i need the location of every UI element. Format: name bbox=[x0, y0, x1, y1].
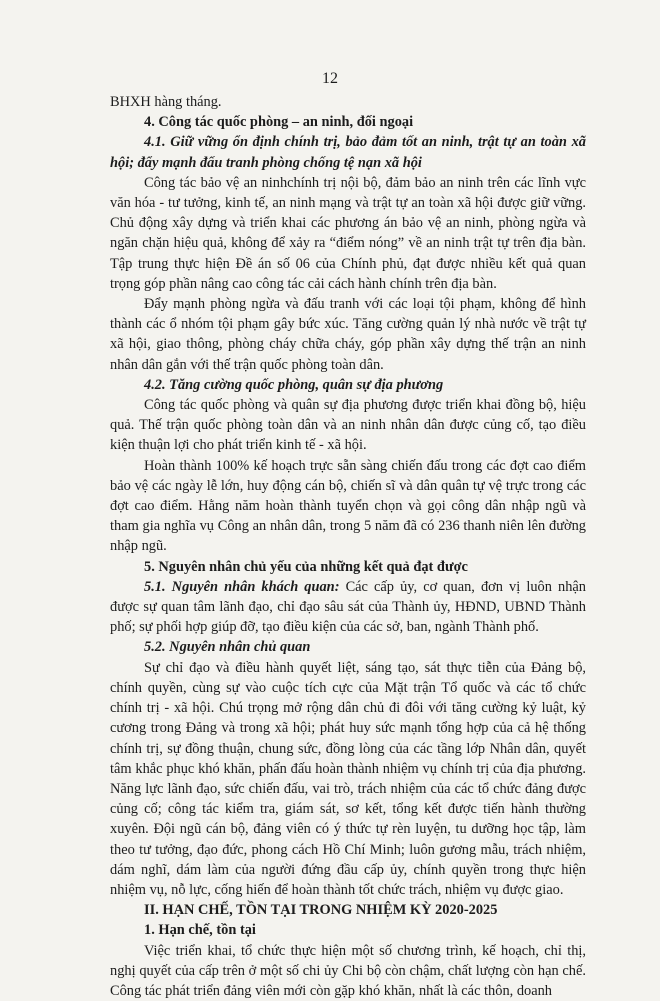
document-body bbox=[110, 92, 586, 1001]
paragraph-continuation: BHXH hàng tháng. bbox=[110, 94, 222, 110]
paragraph-security-2: Đẩy mạnh phòng ngừa và đấu tranh với các loại tội phạm, không để hình thành các ổ nhóm tội phạm gây bức xúc. Tăng cường quản lý nhà nước về trật tự xã hội, giao thông, phòng cháy chữa cháy, góp phần xây dựng thế trận an ninh nhân dân gắn với thế trận quốc phòng toàn dân. bbox=[110, 296, 586, 373]
subsection-heading-4-1: 4.1. Giữ vững ổn định chính trị, bảo đảm tốt an ninh, trật tự an toàn xã hội; đẩy mạnh đấu tranh phòng chống tệ nạn xã hội bbox=[110, 134, 586, 171]
paragraph-limitations: Việc triển khai, tổ chức thực hiện một số chương trình, kế hoạch, chỉ thị, nghị quyết của cấp trên ở một số chi ủy Chi bộ còn chậm, chất lượng còn hạn chế. Công tác phát triển đảng viên mới còn gặp khó khăn, nhất là các thôn, doanh bbox=[110, 942, 586, 999]
section-heading-limitations: 1. Hạn chế, tồn tại bbox=[144, 922, 256, 939]
subsection-lead-5-1: 5.1. Nguyên nhân khách quan: bbox=[144, 578, 340, 595]
page-number: 12 bbox=[322, 70, 338, 87]
paragraph-objective-text: Các cấp ủy, cơ quan, đơn vị luôn nhận được sự quan tâm lãnh đạo, chỉ đạo sâu sát của Thành ủy, HĐND, UBND Thành phố; sự phối hợp giúp đỡ, tạo điều kiện của các sở, ban, ngành Thành phố. bbox=[110, 578, 586, 636]
paragraph-objective-causes bbox=[110, 577, 586, 638]
paragraph-subjective-causes: Sự chỉ đạo và điều hành quyết liệt, sáng tạo, sát thực tiễn của Đảng bộ, chính quyền, cùng sự vào cuộc tích cực của Mặt trận Tổ quốc và các tổ chức chính trị - xã hội. Chú trọng mở rộng dân chủ đi đôi với tăng cường kỷ luật, kỷ cương trong Đảng và trong xã hội; phát huy sức mạnh tổng hợp của cả hệ thống chính trị, sự đồng thuận, chung sức, đồng lòng của các tầng lớp Nhân dân, quyết tâm khắc phục khó khăn, phấn đấu hoàn thành nhiệm vụ chính trị của địa phương. Năng lực lãnh đạo, sức chiến đấu, vai trò, trách nhiệm của các tổ chức đảng được củng cố; công tác kiểm tra, giám sát, sơ kết, tổng kết được tiến hành thường xuyên. Đội ngũ cán bộ, đảng viên có ý thức tự rèn luyện, tu dưỡng học tập, làm theo tư tưởng, đạo đức, phong cách Hồ Chí Minh; luôn gương mẫu, trách nhiệm, dám nghĩ, dám làm của người đứng đầu cấp ủy, chính quyền trong thực hiện nhiệm vụ, nỗ lực, cống hiến để hoàn thành tốt chức trách, nhiệm vụ được giao. bbox=[110, 659, 586, 898]
chapter-heading-ii: II. HẠN CHẾ, TỒN TẠI TRONG NHIỆM KỲ 2020-2025 bbox=[144, 902, 498, 919]
paragraph-defense-1: Công tác quốc phòng và quân sự địa phương được triển khai đồng bộ, hiệu quả. Thế trận quốc phòng toàn dân và an ninh nhân dân được củng cố, tạo điều kiện thuận lợi cho phát triển kinh tế - xã hội. bbox=[110, 397, 586, 454]
subsection-heading-5-2: 5.2. Nguyên nhân chủ quan bbox=[144, 639, 311, 656]
section-heading-5: 5. Nguyên nhân chủ yếu của những kết quả đạt được bbox=[144, 558, 468, 575]
section-heading-4: 4. Công tác quốc phòng – an ninh, đối ngoại bbox=[144, 114, 414, 131]
subsection-heading-4-2: 4.2. Tăng cường quốc phòng, quân sự địa phương bbox=[144, 376, 444, 393]
paragraph-security-1: Công tác bảo vệ an ninhchính trị nội bộ, đảm bảo an ninh trên các lĩnh vực văn hóa - tư tưởng, kinh tế, an ninh mạng và trật tự an toàn xã hội được giữ vững. Chủ động xây dựng và triển khai các phương án bảo vệ an ninh, phòng ngừa và ngăn chặn hiệu quả, không để xảy ra “điểm nóng” về an ninh trật tự trên địa bàn. Tập trung thực hiện Đề án số 06 của Chính phủ, đạt được nhiều kết quả quan trọng góp phần nâng cao công tác cải cách hành chính trên địa bàn. bbox=[110, 174, 586, 292]
paragraph-defense-2: Hoàn thành 100% kế hoạch trực sẵn sàng chiến đấu trong các đợt cao điểm bảo vệ các ngày lễ lớn, huy động cán bộ, chiến sĩ và dân quân tự vệ trực trong các đợt cao điểm. Hằng năm hoàn thành tuyển chọn và gọi công dân nhập ngũ và tham gia nghĩa vụ Công an nhân dân, trong 5 năm đã có 236 thanh niên lên đường nhập ngũ. bbox=[110, 457, 586, 555]
